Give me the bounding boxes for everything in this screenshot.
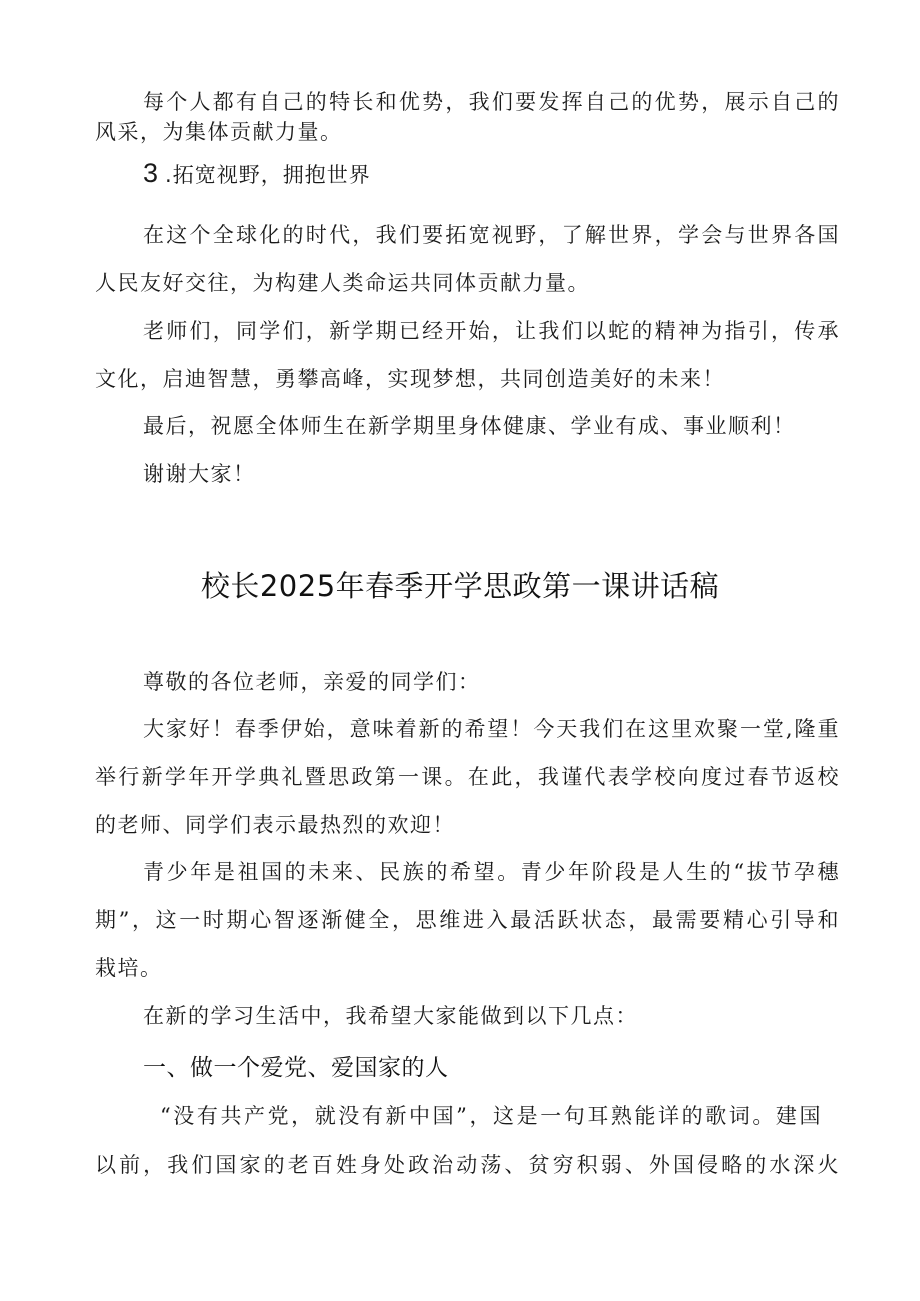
paragraph-line: 青少年是祖国的未来、民族的希望。青少年阶段是人生的“拔节孕穗 xyxy=(143,860,840,884)
document-title: 校长2025年春季开学思政第一课讲话稿 xyxy=(200,569,720,603)
subheading-3 xyxy=(143,158,840,190)
greeting: 尊敬的各位老师，亲爱的同学们： xyxy=(143,670,481,694)
paragraph-line: 老师们，同学们，新学期已经开始，让我们以蛇的精神为指引，传承 xyxy=(143,319,840,343)
paragraph-line: 大家好！春季伊始，意味着新的希望！今天我们在这里欢聚一堂,隆重 xyxy=(143,717,840,741)
paragraph-line: 在这个全球化的时代，我们要拓宽视野，了解世界，学会与世界各国 xyxy=(143,223,840,247)
paragraph-line: 风采，为集体贡献力量。 xyxy=(95,120,343,144)
section-heading: 一、做一个爱党、爱国家的人 xyxy=(143,1055,449,1081)
subheading-number: 3 xyxy=(143,158,160,188)
paragraph-line: “没有共产党，就没有新中国”，这是一句耳熟能详的歌词。建国 xyxy=(160,1104,822,1128)
paragraph-line: 每个人都有自己的特长和优势，我们要发挥自己的优势，展示自己的 xyxy=(143,90,840,114)
paragraph-line: 人民友好交往，为构建人类命运共同体贡献力量。 xyxy=(95,271,590,295)
paragraph-line: 谢谢大家！ xyxy=(143,462,256,486)
paragraph-line: 文化，启迪智慧，勇攀高峰，实现梦想，共同创造美好的未来！ xyxy=(95,367,725,391)
subheading-text: .拓宽视野，拥抱世界 xyxy=(165,163,371,187)
paragraph-line: 在新的学习生活中，我希望大家能做到以下几点： xyxy=(143,1004,638,1028)
paragraph-line: 的老师、同学们表示最热烈的欢迎！ xyxy=(95,813,455,837)
paragraph-line: 以前，我们国家的老百姓身处政治动荡、贫穷积弱、外国侵略的水深火 xyxy=(95,1153,840,1177)
paragraph-line: 期”，这一时期心智逐渐健全，思维进入最活跃状态，最需要精心引导和 xyxy=(95,908,840,932)
paragraph-line: 最后，祝愿全体师生在新学期里身体健康、学业有成、事业顺利！ xyxy=(143,414,796,438)
paragraph-line: 举行新学年开学典礼暨思政第一课。在此，我谨代表学校向度过春节返校 xyxy=(95,765,840,789)
paragraph-line: 栽培。 xyxy=(95,956,163,980)
